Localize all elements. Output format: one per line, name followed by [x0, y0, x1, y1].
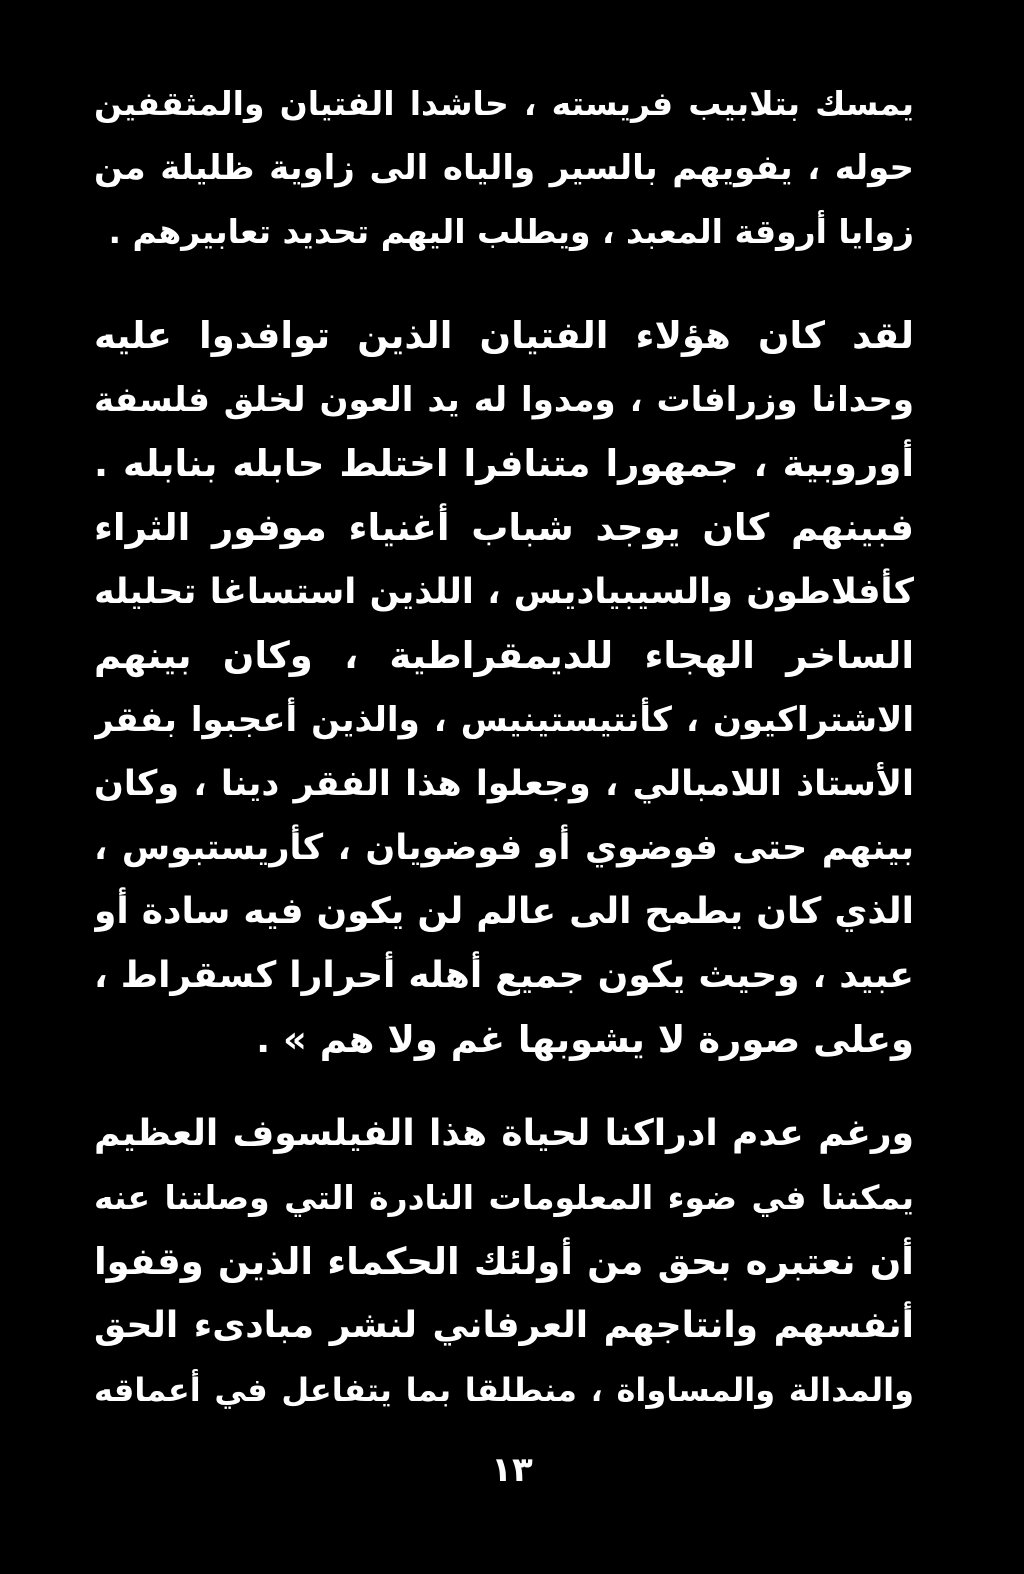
- text-line: يمسك بتلابيب فريسته ، حاشدا الفتيان والمثقفين: [94, 84, 914, 123]
- text-line: أوروبية ، جمهورا متنافرا اختلط حابله بنابله .: [94, 442, 914, 485]
- text-line: وحدانا وزرافات ، ومدوا له يد العون لخلق فلسفة: [94, 380, 914, 420]
- text-line: أنفسهم وانتاجهم العرفاني لنشر مبادىء الحق: [94, 1305, 914, 1346]
- text-line: الاشتراكيون ، كأنتيستينيس ، والذين أعجبوا بفقر: [94, 700, 914, 740]
- text-line: لقد كان هؤلاء الفتيان الذين توافدوا عليه: [94, 314, 914, 357]
- text-line: كأفلاطون والسيبياديس ، اللذين استساغا تحليله: [94, 572, 914, 612]
- paragraph-2: [94, 304, 914, 1072]
- text-line: أن نعتبره بحق من أولئك الحكماء الذين وقفوا: [94, 1240, 914, 1283]
- paragraph-3: [94, 1102, 914, 1422]
- text-line: يمكننا في ضوء المعلومات النادرة التي وصلتنا عنه: [94, 1178, 914, 1217]
- page-number: ١٣: [491, 1450, 533, 1490]
- text-line: الساخر الهجاء للديمقراطية ، وكان بينهم: [94, 634, 914, 677]
- text-line: بينهم حتى فوضوي أو فوضويان ، كأريستبوس ،: [94, 828, 914, 868]
- text-line: وعلى صورة لا يشوبها غم ولا هم » .: [256, 1018, 914, 1061]
- text-line: عبيد ، وحيث يكون جميع أهله أحرارا كسقراط ،: [94, 955, 914, 996]
- text-line: زوايا أروقة المعبد ، ويطلب اليهم تحديد تعابيرهم .: [108, 212, 914, 251]
- text-line: ورغم عدم ادراكنا لحياة هذا الفيلسوف العظيم: [94, 1113, 914, 1154]
- text-line: الأستاذ اللامبالي ، وجعلوا هذا الفقر دينا ، وكان: [94, 764, 914, 804]
- paragraph-1: [94, 72, 914, 264]
- text-line: الذي كان يطمح الى عالم لن يكون فيه سادة أو: [94, 891, 914, 932]
- text-line: فبينهم كان يوجد شباب أغنياء موفور الثراء: [94, 506, 914, 549]
- text-line: حوله ، يفويهم بالسير والياه الى زاوية ظليلة من: [94, 148, 914, 188]
- text-line: والمدالة والمساواة ، منطلقا بما يتفاعل في أعماقه: [94, 1371, 914, 1409]
